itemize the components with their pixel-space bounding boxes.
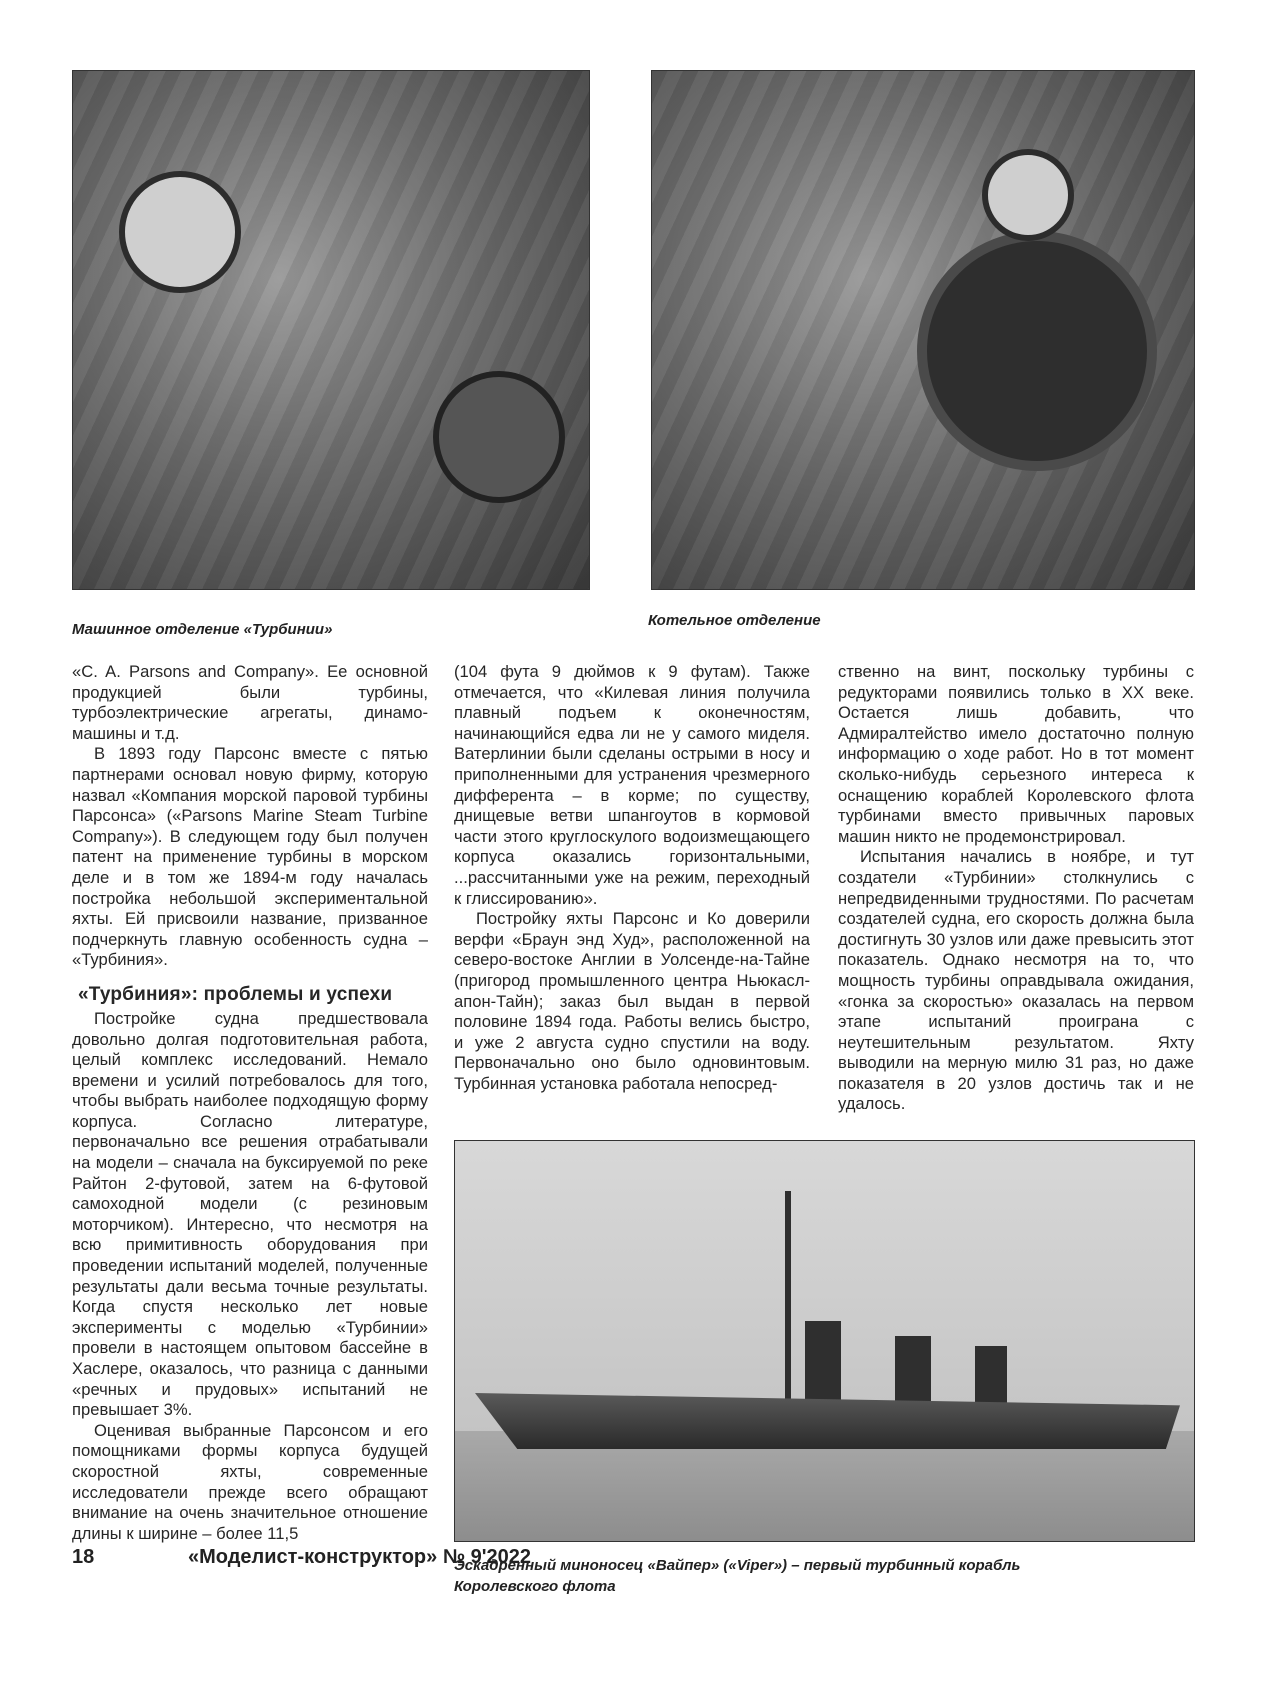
boiler-room-photo [651, 70, 1195, 590]
ship-funnel-icon [805, 1321, 841, 1401]
pressure-gauge-icon [982, 149, 1074, 241]
paragraph: Постройке судна предшествовала довольно долгая подготовительная работа, целый комплекс исследований. Немало времени и усилий потребовалось для того, чтобы выбрать наиболее подходящую форму корпуса. Согласно литературе, первоначально все решения отрабатывали на модели – сначала на буксируемой по реке Райтон 2-футовой, затем на 6-футовой самоходной модели (с резиновым моторчиком). Интересно, что несмотря на всю примитивность оборудования при проведении испытаний моделей, полученные результаты дали весьма точные результаты. Когда спустя несколько лет новые эксперименты с моделью «Турбинии» провели в настоящем опытовом бассейне в Хаслере, оказалось, что разница с данными «речных и прудовых» испытаний не превышает 3%. [72, 1008, 428, 1420]
ship-funnel-icon [895, 1336, 931, 1406]
pressure-gauge-icon [119, 171, 241, 293]
valve-wheel-icon [433, 371, 565, 503]
article-column-3 [838, 662, 1194, 1115]
section-heading: «Турбиния»: проблемы и успехи [78, 983, 393, 1005]
page-number: 18 [72, 1546, 95, 1568]
boiler-room-caption: Котельное отделение [648, 612, 821, 629]
paragraph: Постройку яхты Парсонс и Ко доверили верфи «Браун энд Худ», расположенной на северо-востоке Англии в Уолсенде-на-Тайне (пригород промышленного центра Ньюкасл-апон-Тайн); заказ был выдан в первой половине 1894 года. Работы велись быстро, и уже 2 августа судно спустили на воду. Первоначально оно было одновинтовым. Турбинная установка работала непосред- [454, 909, 810, 1093]
engine-room-photo [72, 70, 590, 590]
photo-texture [73, 71, 589, 589]
article-column-2 [454, 662, 810, 1094]
boiler-door-icon [917, 231, 1157, 471]
paragraph: «C. A. Parsons and Company». Ее основной продукцией были турбины, турбоэлектрические агрегаты, динамо-машины и т.д. [72, 662, 428, 743]
magazine-title: «Моделист-конструктор» № 9'2022 [188, 1546, 532, 1568]
ship-funnel-icon [975, 1346, 1007, 1408]
viper-caption [454, 1555, 1195, 1597]
paragraph: (104 фута 9 дюймов к 9 футам). Также отмечается, что «Килевая линия получила плавный подъем к оконечностям, начинающийся едва ли не у самого миделя. Ватерлинии были сделаны острыми в носу и приполненными для устранения чрезмерного дифферента – в корме; по существу, днищевые ветви шпангоутов в кормовой части этого круглоскулого водоизмещающего корпуса оказались горизонтальными, ...рассчитанными уже на режим, переходный к глиссированию». [454, 662, 810, 908]
viper-destroyer-photo [454, 1140, 1195, 1542]
ship-mast-icon [785, 1191, 791, 1401]
paragraph: Испытания начались в ноябре, и тут создатели «Турбинии» столкнулись с непредвиденными трудностями. По расчетам создателей судна, его скорость должна была достигнуть 30 узлов или даже превысить этот показатель. Однако несмотря на то, что мощность турбины оправдывала ожидания, «гонка за скоростью» оказалась на первом этапе испытаний проиграна с неутешительным результатом. Яхту выводили на мерную милю 31 раз, но даже показателя в 20 узлов достичь так и не удалось. [838, 847, 1194, 1114]
engine-room-caption: Машинное отделение «Турбинии» [72, 621, 333, 638]
paragraph: Оценивая выбранные Парсонсом и его помощниками формы корпуса будущей скоростной яхты, современные исследователи прежде всего обращают внимание на очень значительное отношение длины к ширине – более 11,5 [72, 1420, 428, 1543]
viper-caption-line-2: Королевского флота [454, 1578, 616, 1595]
article-column-1 [72, 662, 428, 1544]
viper-caption-line-1: Эскадренный миноносец «Вайпер» («Viper») – первый турбинный корабль [454, 1557, 1021, 1574]
paragraph: В 1893 году Парсонс вместе с пятью партнерами основал новую фирму, которую назвал «Компания морской паровой турбины Парсонса» («Parsons Marine Steam Turbine Company»). В следующем году был получен патент на применение турбины в морском деле и в том же 1894-м году началась постройка небольшой экспериментальной яхты. Ей присвоили название, призванное подчеркнуть главную особенность судна – «Турбиния». [72, 744, 428, 970]
paragraph: ственно на винт, поскольку турбины с редукторами появились только в ХХ веке. Остается лишь добавить, что Адмиралтейство имело достаточно полную информацию о ходе работ. Но в тот момент сколько-нибудь серьезного интереса к оснащению кораблей Королевского флота турбинами вместо привычных паровых машин никто не продемонстрировал. [838, 662, 1194, 846]
